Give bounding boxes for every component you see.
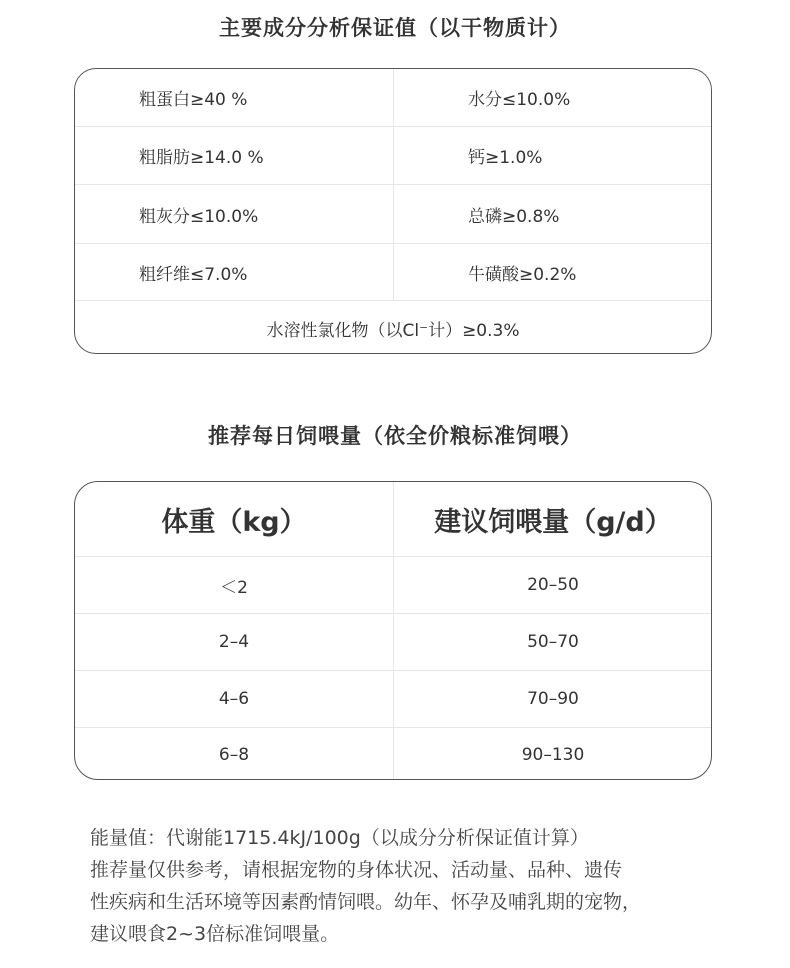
table-row xyxy=(75,184,711,243)
table-header-row xyxy=(75,482,711,556)
table-row xyxy=(75,613,711,670)
notes-block xyxy=(90,822,730,950)
amount-cell: 70–90 xyxy=(393,671,712,727)
table-row xyxy=(75,556,711,613)
weight-cell: 2–4 xyxy=(218,632,250,652)
nutrient-cell: 粗脂肪≥14.0 % xyxy=(139,148,264,168)
table-row xyxy=(75,727,711,780)
weight-cell: 6–8 xyxy=(218,744,250,765)
amount-cell: 20–50 xyxy=(393,557,712,613)
amount-header: 建议饲喂量（g/d） xyxy=(393,482,712,556)
table-row xyxy=(75,670,711,727)
feeding-table xyxy=(74,481,712,780)
nutrient-cell: 钙≥1.0% xyxy=(393,127,711,184)
table-row xyxy=(75,243,711,300)
weight-cell: ＜2 xyxy=(220,577,248,598)
nutrient-cell: 粗纤维≤7.0% xyxy=(139,264,248,285)
nutrient-cell: 牛磺酸≥0.2% xyxy=(393,244,711,300)
feeding-note-line: 推荐量仅供参考，请根据宠物的身体状况、活动量、品种、遗传 xyxy=(90,859,623,881)
nutrient-cell: 总磷≥0.8% xyxy=(393,185,711,243)
table-row xyxy=(75,300,711,354)
nutrient-cell-full: 水溶性氯化物（以Cl⁻计）≥0.3% xyxy=(266,320,520,341)
feeding-note-line: 性疾病和生活环境等因素酌情饲喂。幼年、怀孕及哺乳期的宠物， xyxy=(90,891,642,913)
nutrition-table xyxy=(74,68,712,354)
feeding-note-line: 建议喂食2~3倍标准饲喂量。 xyxy=(90,923,340,945)
nutrient-cell: 粗灰分≤10.0% xyxy=(139,206,259,227)
energy-note: 能量值：代谢能1715.4kJ/100g（以成分分析保证值计算） xyxy=(90,827,589,849)
nutrient-cell: 水分≤10.0% xyxy=(393,69,711,126)
weight-cell: 4–6 xyxy=(218,689,250,709)
amount-cell: 50–70 xyxy=(393,614,712,670)
weight-header: 体重（kg） xyxy=(161,506,307,538)
nutrient-cell: 粗蛋白≥40 % xyxy=(139,90,248,110)
nutrition-title: 主要成分分析保证值（以干物质计） xyxy=(219,16,571,40)
table-row xyxy=(75,69,711,126)
feeding-title: 推荐每日饲喂量（依全价粮标准饲喂） xyxy=(208,424,582,448)
amount-cell: 90–130 xyxy=(393,728,712,780)
table-row xyxy=(75,126,711,184)
